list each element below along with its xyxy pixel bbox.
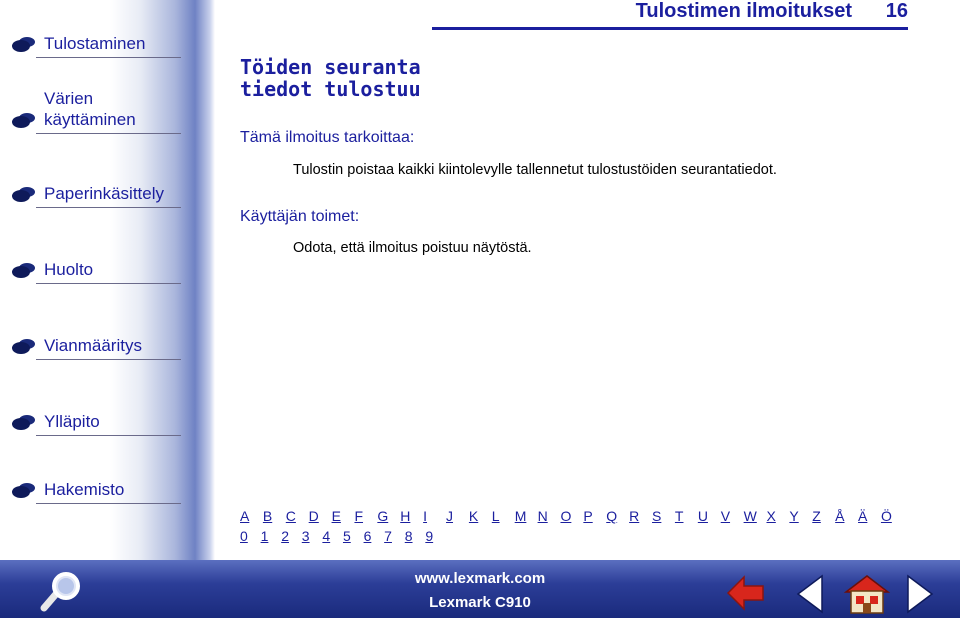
index-digit-7[interactable]: 7 <box>384 528 392 544</box>
sidebar-item-label: Ylläpito <box>44 412 100 431</box>
divider <box>36 283 181 284</box>
bullet-icon <box>12 418 30 430</box>
sidebar-item-label: Värien käyttäminen <box>44 89 136 129</box>
sidebar-item-label: Hakemisto <box>44 480 125 499</box>
divider <box>36 503 181 504</box>
back-arrow-icon[interactable] <box>726 574 766 612</box>
index-letter-12[interactable]: M <box>514 508 527 524</box>
sidebar-item-paperinkasittely[interactable] <box>0 166 185 206</box>
index-letter-27[interactable]: Ä <box>858 508 868 524</box>
sidebar-item-label: Tulostaminen <box>44 34 146 53</box>
index-letter-2[interactable]: C <box>285 508 296 524</box>
meaning-heading: Tämä ilmoitus tarkoittaa: <box>240 129 415 146</box>
meaning-text: Tulostin poistaa kaikki kiintolevylle tallennetut tulostustöiden seurantatiedot. <box>293 162 777 178</box>
bullet-icon <box>12 190 30 202</box>
index-digit-3[interactable]: 3 <box>301 528 310 544</box>
action-heading: Käyttäjän toimet: <box>240 208 360 225</box>
index-digit-9[interactable]: 9 <box>425 528 434 544</box>
page-number: 16 <box>885 0 908 22</box>
index-letter-18[interactable]: S <box>652 508 662 524</box>
bullet-icon <box>12 486 30 498</box>
section-title: Tulostimen ilmoitukset <box>635 0 852 22</box>
sidebar-item-yllapito[interactable] <box>0 394 185 434</box>
previous-page-icon[interactable] <box>796 574 824 614</box>
index-letter-15[interactable]: P <box>583 508 593 524</box>
sidebar-item-label: Vianmääritys <box>44 336 142 355</box>
index-letter-9[interactable]: J <box>446 508 454 524</box>
index-letter-23[interactable]: X <box>766 508 776 524</box>
divider <box>36 57 181 58</box>
index-letter-24[interactable]: Y <box>789 508 799 524</box>
sidebar-item-label: Paperinkäsittely <box>44 184 165 203</box>
index-letter-16[interactable]: Q <box>606 508 618 524</box>
sidebar-item-huolto[interactable] <box>0 242 185 282</box>
index-letter-14[interactable]: O <box>560 508 572 524</box>
bullet-icon <box>12 116 30 128</box>
product-model: Lexmark C910 <box>429 594 531 611</box>
index-letter-28[interactable]: Ö <box>880 508 892 524</box>
index-letter-17[interactable]: R <box>629 508 640 524</box>
index-letter-19[interactable]: T <box>674 508 684 524</box>
page-title-line: tiedot tulostuu <box>240 77 421 101</box>
index-digits <box>240 528 446 544</box>
index-letter-10[interactable]: K <box>468 508 479 524</box>
index-digit-4[interactable]: 4 <box>322 528 331 544</box>
sidebar-item-label: Huolto <box>44 260 94 279</box>
index-letter-0[interactable]: A <box>240 508 250 524</box>
action-text: Odota, että ilmoitus poistuu näytöstä. <box>293 240 532 256</box>
website-link[interactable]: www.lexmark.com <box>414 570 546 587</box>
header-rule <box>432 27 908 30</box>
home-icon[interactable] <box>842 572 892 616</box>
sidebar-item-vianmaaritys[interactable] <box>0 318 185 358</box>
index-letter-21[interactable]: V <box>720 508 731 524</box>
sidebar <box>0 0 215 560</box>
index-digit-6[interactable]: 6 <box>363 528 372 544</box>
next-page-icon[interactable] <box>906 574 934 614</box>
index-letter-26[interactable]: Å <box>835 508 845 524</box>
index-letter-11[interactable]: L <box>491 508 500 524</box>
divider <box>36 359 181 360</box>
index-letter-5[interactable]: F <box>354 508 364 524</box>
index-digit-1[interactable]: 1 <box>260 528 269 544</box>
index-letter-3[interactable]: D <box>308 508 319 524</box>
index-digit-2[interactable]: 2 <box>281 528 289 544</box>
bullet-icon <box>12 40 30 52</box>
index-letter-6[interactable]: G <box>377 508 389 524</box>
page-title-line: Töiden seuranta <box>240 55 421 79</box>
index-letter-20[interactable]: U <box>697 508 708 524</box>
index-letter-22[interactable]: W <box>743 508 757 524</box>
index-digit-8[interactable]: 8 <box>404 528 413 544</box>
index-digit-0[interactable]: 0 <box>240 528 248 544</box>
index-letter-25[interactable]: Z <box>812 508 821 524</box>
page-title <box>240 56 421 100</box>
index-letter-8[interactable]: I <box>423 508 428 524</box>
sidebar-item-tulostaminen[interactable] <box>0 16 185 56</box>
index-letter-7[interactable]: H <box>400 508 411 524</box>
divider <box>36 435 181 436</box>
index-digit-5[interactable]: 5 <box>342 528 351 544</box>
index-letter-4[interactable]: E <box>331 508 341 524</box>
divider <box>36 207 181 208</box>
sidebar-item-hakemisto[interactable] <box>0 462 185 502</box>
sidebar-item-varien-kayttaminen[interactable] <box>0 88 185 132</box>
index-letters <box>240 508 904 524</box>
index-letter-13[interactable]: N <box>537 508 548 524</box>
bullet-icon <box>12 266 30 278</box>
divider <box>36 133 181 134</box>
bullet-icon <box>12 342 30 354</box>
index-letter-1[interactable]: B <box>262 508 273 524</box>
